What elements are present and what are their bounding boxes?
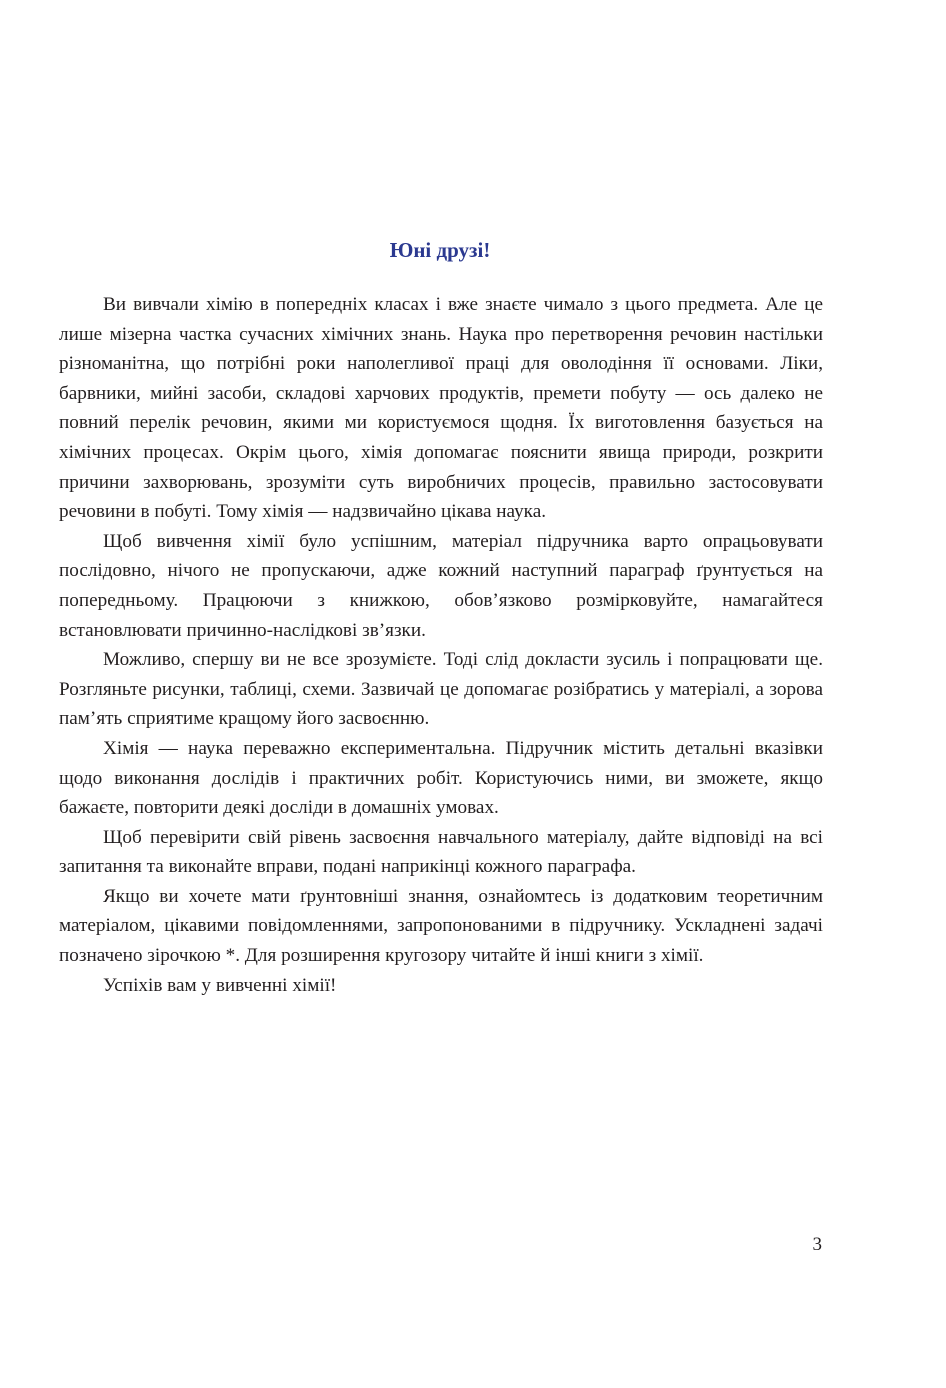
page-number: 3 [812,1234,822,1255]
paragraph: Щоб вивчення хімії було успішним, матеріал підручника варто опрацьовувати послідовно, нічого не пропускаючи, адже кожний наступний параграф ґрунтується на попередньому. Працюючи з книжкою, обов’язково розмірковуйте, намагайтеся встановлювати причинно-наслідкові зв’язки. [59,530,823,641]
paragraph: Можливо, спершу ви не все зрозумієте. Тоді слід докласти зусиль і попрацювати ще. Розгляньте рисунки, таблиці, схеми. Зазвичай це допомагає розібратись у матеріалі, а зорова пам’ять сприятиме кращому його засвоєнню. [59,649,823,730]
paragraph: Якщо ви хочете мати ґрунтовніші знання, ознайомтесь із додатковим теоретичним матеріалом, цікавими повідомленнями, запропонованими в підручнику. Ускладнені задачі позначено зірочкою *. Для розширення кругозору читайте й інші книги з хімії. [59,885,823,967]
paragraph: Щоб перевірити свій рівень засвоєння навчального матеріалу, дайте відповіді на всі запитання та виконайте вправи, подані наприкінці кожного параграфа. [59,826,823,878]
page-heading: Юні друзі! [389,238,491,262]
paragraph: Успіхів вам у вивченні хімії! [103,974,337,996]
body-text [59,290,823,1000]
paragraph: Хімія — наука переважно експериментальна. Підручник містить детальні вказівки щодо виконання дослідів і практичних робіт. Користуючись ними, ви зможете, якщо бажаєте, повторити деякі досліди в домашніх умовах. [59,737,823,819]
paragraph: Ви вивчали хімію в попередніх класах і вже знаєте чимало з цього предмета. Але це лише мізерна частка сучасних хімічних знань. Наука про перетворення речовин настільки різноманітна, що потрібні роки наполегливої праці для оволодіння її основами. Ліки, барвники, мийні засоби, складові харчових продуктів, премети побуту — ось далеко не повний перелік речовин, якими ми користуємося щодня. Їх виготовлення базується на хімічних процесах. Окрім цього, хімія допомагає пояснити явища природи, розкрити причини захворювань, зрозуміти суть виробничих процесів, правильно застосовувати речовини в побуті. Тому хімія — надзвичайно цікава наука. [59,294,823,523]
